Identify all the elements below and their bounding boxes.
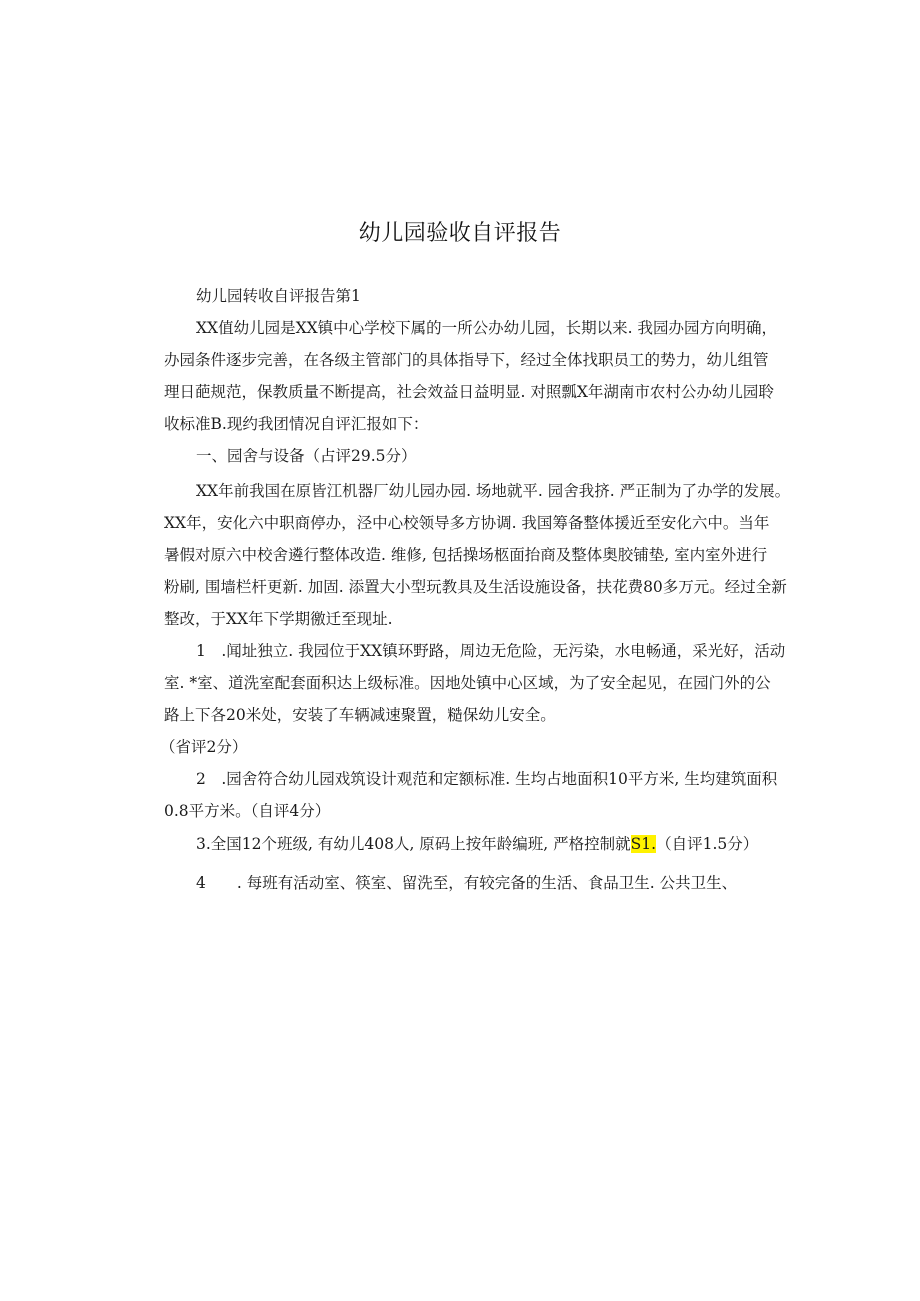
paragraph-line: 办园条件逐步完善，在各级主管部门的具体指导下，经过全体找职员工的势力，幼儿组管: [164, 351, 769, 369]
paragraph-line: XX年前我国在原皆江机器厂幼儿园办园. 场地就平. 园舍我挤. 严正制为了办学的发展。: [196, 482, 791, 500]
list-item-line: 2 .园舍符合幼儿园戏筑设计观范和定额标准. 生均占地面积10平方米, 生均建筑面积: [196, 770, 778, 788]
list-item-line: 室. *室、道洗室配套面积达上级标准。因地处镇中心区域，为了安全起见，在园门外的公: [164, 674, 771, 692]
item-score: （省评2分）: [160, 738, 248, 756]
list-item-line: 路上下各20米处，安装了车辆减速聚置，糙保幼儿安全。: [164, 706, 556, 724]
list-item-line: [196, 834, 758, 854]
section-heading: 一、园舍与设备（占评29.5分）: [196, 447, 417, 465]
item3-text: 3.全国12个班级, 有幼儿408人, 原码上按年龄编班, 严格控制就: [196, 835, 631, 853]
paragraph-line: 暑假对原六中校舍遴行整体改造. 维修, 包括操场柩面抬商及整体奥胶铺垫, 室内室外进行: [164, 546, 768, 564]
paragraph-line: 粉刷, 围墙栏杆更新. 加固. 添置大小型玩教具及生活设施设备，扶花费80多万元。经过全新: [164, 578, 787, 596]
paragraph-line: 整改，于XX年下学期徼迁至现址.: [164, 610, 393, 628]
paragraph-line: 理日葩规范，保教质量不断提高，社会效益日益明显. 对照瓢X年湖南市农村公办幼儿园聆: [164, 383, 774, 401]
paragraph-line: XX值幼儿园是XX镇中心学校下属的一所公办幼儿园，长期以来. 我园办园方向明确，: [196, 319, 777, 337]
item3-score: （自评1.5分）: [656, 835, 759, 853]
list-item-line: 4 . 每班有活动室、筷室、留洗至，有较完备的生活、食品卫生. 公共卫生、: [196, 874, 738, 892]
document-title: 幼儿园验收自评报告: [358, 221, 562, 246]
list-item-line: 0.8平方米。（自评4分）: [164, 802, 331, 820]
document-subtitle: 幼儿园转收自评报告第1: [196, 287, 361, 305]
list-item-line: 1 .闻址独立. 我园位于XX镇环野路，周边无危险，无污染，水电畅通，采光好，活动: [196, 642, 786, 660]
highlighted-text: S1.: [630, 835, 657, 853]
paragraph-line: XX年，安化六中职商停办，泾中心校领导多方协调. 我国筹备整体援近至安化六中。当年: [164, 514, 770, 532]
paragraph-line: 收标准B.现约我团情况自评汇报如下：: [164, 415, 429, 433]
